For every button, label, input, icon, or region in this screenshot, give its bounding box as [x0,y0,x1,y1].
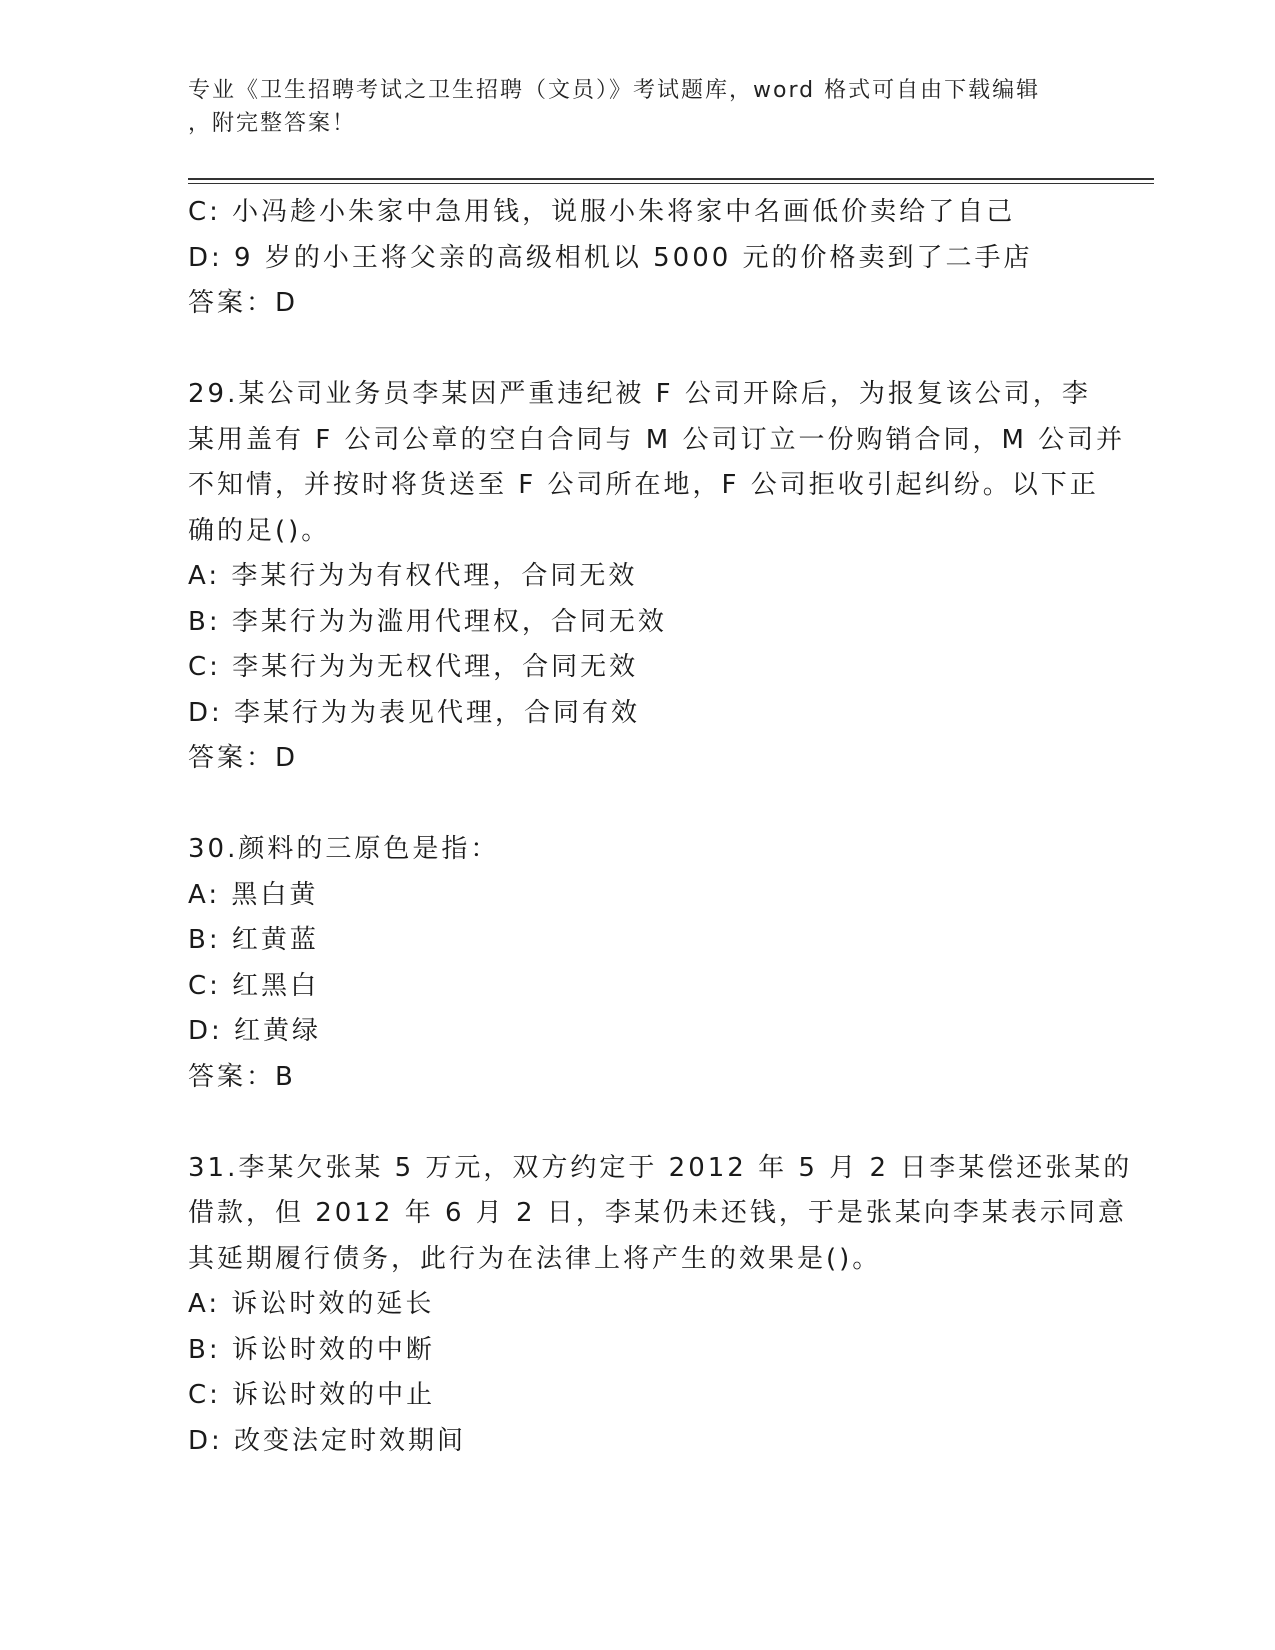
option-a: A: 李某行为为有权代理，合同无效 [188,561,638,591]
spacer [188,782,1088,828]
option-d: D: 9 岁的小王将父亲的高级相机以 5000 元的价格卖到了二手店 [188,242,1033,273]
option-a: A: 诉讼时效的延长 [188,1289,435,1319]
option-d: D: 改变法定时效期间 [188,1425,467,1456]
header-line-1: 专业《卫生招聘考试之卫生招聘（文员）》考试题库，word 格式可自由下载编辑 [188,78,1041,103]
answer: 答案：B [188,1061,296,1092]
question-30 [188,827,1088,1100]
question-stem: 借款，但 2012 年 6 月 2 日，李某仍未还钱，于是张某向李某表示同意 [188,1198,1127,1228]
option-b: B: 诉讼时效的中断 [188,1334,435,1365]
answer: 答案：D [188,288,299,318]
page-header [188,74,1088,140]
spacer [188,1100,1088,1146]
option-d: D: 红黄绿 [188,1016,322,1046]
spacer [188,327,1088,373]
question-stem: 其延期履行债务，此行为在法律上将产生的效果是()。 [188,1243,882,1274]
option-c: C: 小冯趁小朱家中急用钱，说服小朱将家中名画低价卖给了自己 [188,197,1016,227]
option-c: C: 李某行为为无权代理，合同无效 [188,652,639,682]
question-stem: 31.李某欠张某 5 万元，双方约定于 2012 年 5 月 2 日李某偿还张某的 [188,1152,1133,1183]
question-stem: 确的足()。 [188,515,331,546]
option-c: C: 诉讼时效的中止 [188,1380,436,1410]
question-stem: 29.某公司业务员李某因严重违纪被 F 公司开除后，为报复该公司，李 [188,379,1091,409]
header-divider-thin [188,183,1154,184]
option-d: D: 李某行为为表见代理，合同有效 [188,697,641,728]
question-stem: 不知情，并按时将货送至 F 公司所在地，F 公司拒收引起纠纷。以下正 [188,470,1099,500]
answer: 答案：D [188,743,299,773]
option-b: B: 红黄蓝 [188,925,319,955]
question-stem: 某用盖有 F 公司公章的空白合同与 M 公司订立一份购销合同，M 公司并 [188,424,1126,455]
option-b: B: 李某行为为滥用代理权，合同无效 [188,606,667,637]
question-31 [188,1146,1133,1465]
option-c: C: 红黑白 [188,970,320,1001]
question-28 [188,190,1088,327]
question-29 [188,372,1126,782]
question-stem: 30.颜料的三原色是指： [188,834,500,864]
header-line-2: ，附完整答案！ [188,111,357,136]
option-a: A: 黑白黄 [188,879,319,910]
header-divider-thick [188,178,1154,180]
document-body [188,190,1133,1464]
